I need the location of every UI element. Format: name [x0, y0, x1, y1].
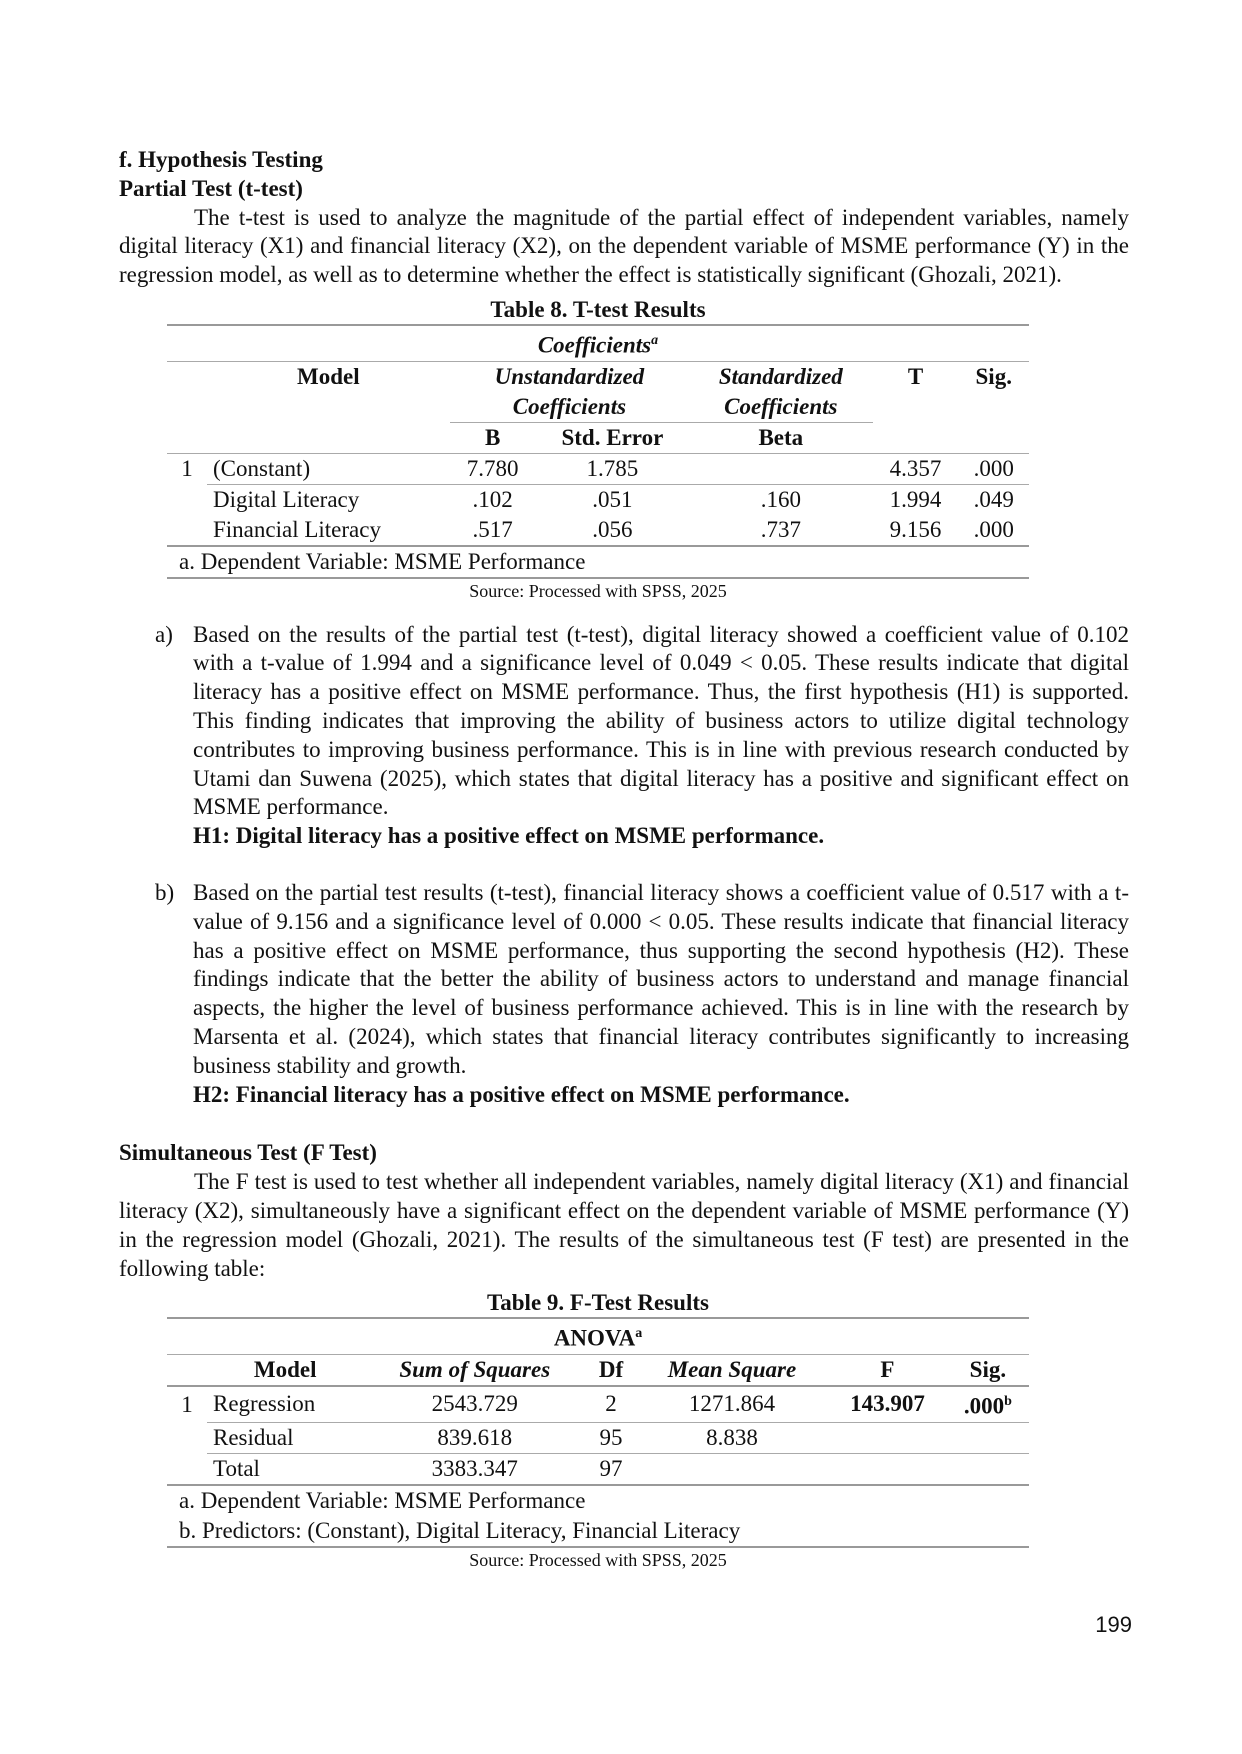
page-number: 199 [1095, 1612, 1132, 1637]
list-marker: b) [155, 880, 175, 906]
list-item [119, 621, 1129, 851]
hypothesis-statement: H1: Digital literacy has a positive effect on MSME performance. [193, 823, 825, 849]
table-8-note: a. Dependent Variable: MSME Performance [179, 548, 586, 574]
table-row [167, 1422, 1029, 1453]
section-heading: f. Hypothesis Testing [119, 147, 323, 172]
t-test-heading: Partial Test (t-test) [119, 175, 303, 201]
table-cell: .517 [472, 516, 513, 542]
page-content [119, 146, 1129, 1572]
table-cell [947, 1453, 1029, 1485]
table-9-model-no: 1 [181, 1391, 193, 1417]
table-cell: Residual [207, 1422, 363, 1453]
table-cell: Financial Literacy [213, 516, 381, 542]
list-marker: a) [155, 621, 173, 647]
f-test-heading: Simultaneous Test (F Test) [119, 1140, 377, 1166]
table-8-header-unstd-1: Unstandardized [494, 363, 645, 389]
table-cell: .000 [973, 516, 1014, 542]
table-cell: Regression [213, 1391, 316, 1417]
table-9-grid [167, 1317, 1029, 1547]
table-9-note-b: b. Predictors: (Constant), Digital Literacy, Financial Literacy [179, 1517, 741, 1543]
table-8-header-unstd-2: Coefficients [512, 393, 627, 419]
table-8-header-std-2: Coefficients [724, 393, 838, 419]
table-8-header-sig: Sig. [975, 363, 1012, 389]
table-row [167, 484, 1029, 515]
table-8-header-std-1: Standardized [718, 363, 843, 389]
table-9 [167, 1289, 1029, 1571]
table-8-header-b: B [450, 422, 536, 453]
table-8-header-beta: Beta [689, 422, 872, 453]
table-row [167, 453, 1029, 484]
list-item-text: Based on the partial test results (t-test), financial literacy shows a coefficient value of 0.517 with a t-value of 9.156 and a significance level of 0.000 < 0.05. These results indicate that financial literacy has a positive effect on MSME performance, thus supporting the second hypothesis (H2). These findings indicate that the better the ability of business actors to understand and manage financial aspects, the higher the level of business performance achieved. This is in line with the research by Marsenta et al. (2024), which states that financial literacy contributes significantly to increasing business stability and growth. [193, 880, 1129, 1078]
table-cell [689, 453, 872, 484]
table-row [167, 515, 1029, 546]
table-8-source: Source: Processed with SPSS, 2025 [469, 580, 727, 601]
table-8-model-no: 1 [181, 455, 193, 481]
table-cell: 2 [605, 1391, 617, 1417]
table-8-header-model: Model [297, 363, 360, 389]
hypothesis-statement: H2: Financial literacy has a positive effect on MSME performance. [193, 1081, 850, 1107]
t-test-intro: The t-test is used to analyze the magnitude of the partial effect of independent variables, namely digital literacy (X1) and financial literacy (X2), on the dependent variable of MSME performance (Y) in the regression model, as well as to determine whether the effect is statistically significant (Ghozali, 2021). [119, 204, 1129, 288]
table-cell: 839.618 [363, 1422, 586, 1453]
table-cell: 97 [586, 1453, 636, 1485]
table-cell [828, 1453, 947, 1485]
table-cell: 1.994 [873, 484, 959, 515]
table-8 [167, 296, 1029, 603]
table-8-grid [167, 324, 1029, 579]
table-9-title: Table 9. F-Test Results [487, 1290, 709, 1316]
table-cell: .737 [760, 516, 801, 542]
table-9-header-ms: Mean Square [667, 1357, 797, 1383]
table-cell: 2543.729 [431, 1391, 518, 1417]
table-row [167, 1453, 1029, 1485]
table-cell: .000$^b$ [963, 1393, 1012, 1419]
f-test-intro: The F test is used to test whether all independent variables, namely digital literacy (X1) and financial literacy (X2), simultaneously have a significant effect on the dependent variable of MSME performance (Y) in the regression model (Ghozali, 2021). The results of the simultaneous test (F test) are presented in the following table: [119, 1169, 1129, 1281]
table-cell: 1.785 [586, 455, 639, 481]
table-9-header-f: F [880, 1357, 895, 1383]
table-9-header-model: Model [253, 1357, 317, 1383]
table-cell [947, 1422, 1029, 1453]
table-cell: .049 [958, 484, 1029, 515]
table-8-title: Table 8. T-test Results [490, 296, 706, 322]
table-cell: 9.156 [889, 516, 942, 542]
table-cell [828, 1422, 947, 1453]
table-cell: Total [207, 1453, 363, 1485]
table-cell: .056 [592, 516, 633, 542]
list-item [119, 879, 1129, 1109]
table-cell: 143.907 [850, 1391, 925, 1417]
table-9-note-a: a. Dependent Variable: MSME Performance [179, 1487, 586, 1513]
table-cell: .160 [689, 484, 872, 515]
table-9-subtitle: ANOVA$^a$ [553, 1326, 643, 1352]
hypothesis-list [119, 621, 1129, 1110]
table-cell: .102 [450, 484, 536, 515]
table-cell: .000 [973, 455, 1014, 481]
table-cell: 4.357 [889, 455, 942, 481]
table-8-subtitle: Coefficients$^a$ [537, 332, 659, 358]
table-cell: 3383.347 [363, 1453, 586, 1485]
table-cell: 95 [586, 1422, 636, 1453]
table-cell: (Constant) [213, 455, 311, 481]
table-row [167, 1386, 1029, 1422]
table-cell: Digital Literacy [207, 484, 450, 515]
table-cell: .051 [536, 484, 689, 515]
table-9-header-sig: Sig. [969, 1357, 1007, 1383]
table-9-source: Source: Processed with SPSS, 2025 [469, 1549, 727, 1570]
table-8-header-t: T [907, 363, 924, 389]
list-item-text: Based on the results of the partial test (t-test), digital literacy showed a coefficient value of 0.102 with a t-value of 1.994 and a significance level of 0.049 < 0.05. These results indicate that digital literacy has a positive effect on MSME performance. Thus, the first hypothesis (H1) is supported. This finding indicates that improving the ability of business actors to utilize digital technology contributes to improving business performance. This is in line with previous research conducted by Utami dan Suwena (2025), which states that digital literacy has a positive and significant effect on MSME performance. [193, 621, 1129, 820]
table-cell: 7.780 [466, 455, 519, 481]
table-8-header-se: Std. Error [536, 422, 689, 453]
table-cell: 1271.864 [688, 1391, 776, 1417]
table-9-header-ss: Sum of Squares [399, 1357, 551, 1383]
table-9-header-df: Df [598, 1357, 624, 1383]
table-cell [636, 1453, 828, 1485]
table-cell: 8.838 [636, 1422, 828, 1453]
